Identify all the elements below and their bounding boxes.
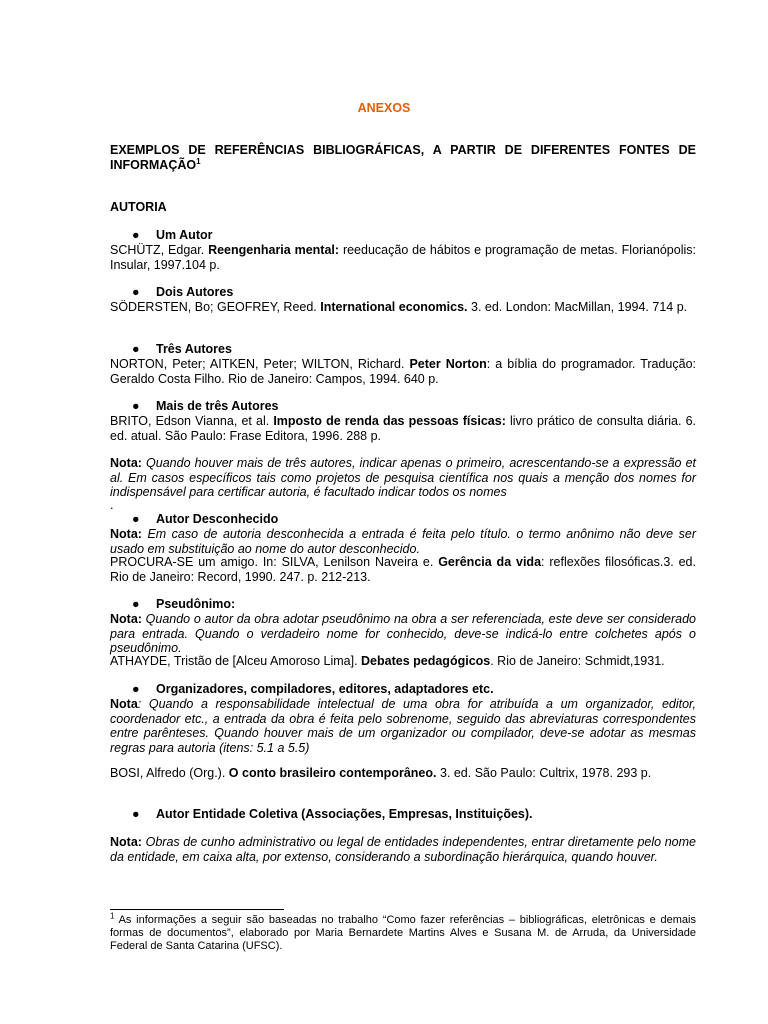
note-autor-desconhecido	[110, 527, 696, 556]
bullet-entidade-coletiva	[132, 807, 533, 822]
footnote-separator	[110, 909, 284, 910]
bullet-pseudonimo	[132, 597, 235, 612]
ref-details: : reflexões filosóficas.3. ed. Rio de Janeiro: Record, 1990. 247. p. 212-213.	[110, 555, 696, 584]
ref-title: Peter Norton	[409, 357, 487, 371]
bullet-icon: ●	[132, 597, 140, 611]
note-label: Nota:	[110, 456, 142, 470]
note-text: Em caso de autoria desconhecida a entrada é feita pelo título. o termo anônimo não deve ser usado em substituição ao nome do autor desconhecido.	[110, 527, 696, 556]
ref-title: Gerência da vida	[438, 555, 542, 569]
bullet-autor-desconhecido	[132, 512, 278, 527]
ref-author: SCHÜTZ, Edgar.	[110, 243, 209, 257]
ref-title: O conto brasileiro contemporâneo.	[228, 766, 437, 780]
note-pseudonimo	[110, 612, 696, 656]
document-subtitle	[110, 143, 696, 172]
ref-details: 3. ed. São Paulo: Cultrix, 1978. 293 p.	[436, 766, 652, 780]
bullet-label: Três Autores	[156, 342, 232, 356]
bullet-organizadores	[132, 682, 494, 697]
reference-tres-autores	[110, 357, 696, 386]
reference-organizadores	[110, 766, 696, 781]
section-heading: AUTORIA	[110, 200, 167, 214]
bullet-icon: ●	[132, 682, 140, 696]
bullet-label: Autor Desconhecido	[156, 512, 279, 526]
footnote-reference: 1	[196, 156, 201, 166]
page-title: ANEXOS	[357, 101, 411, 115]
ref-details: : a bíblia do programador. Tradução: Geraldo Costa Filho. Rio de Janeiro: Campos, 1994. 640 p.	[110, 357, 697, 386]
bullet-icon: ●	[132, 807, 140, 821]
reference-autor-desconhecido	[110, 555, 696, 584]
bullet-label: Dois Autores	[156, 285, 234, 299]
ref-author: SÖDERSTEN, Bo; GEOFREY, Reed.	[110, 300, 321, 314]
ref-details: . Rio de Janeiro: Schmidt,1931.	[490, 654, 665, 668]
bullet-label: Pseudônimo:	[156, 597, 236, 611]
ref-details: livro prático de consulta diária. 6. ed. atual. São Paulo: Frase Editora, 1996. 288 p.	[110, 414, 696, 443]
bullet-icon: ●	[132, 285, 140, 299]
ref-title: Debates pedagógicos	[361, 654, 491, 668]
note-text: : Quando a responsabilidade intelectual de uma obra for atribuída a um organizador, editor, coordenador etc., a entrada da obra é feita pelo sobrenome, seguido das abreviaturas correspondentes entre parênteses. Quando houver mais de um organizador ou compilador, deve-se adotar as mesmas regras para autoria (itens: 5.1 a 5.5)	[110, 697, 696, 755]
note-label: Nota:	[110, 835, 142, 849]
reference-pseudonimo	[110, 654, 696, 669]
bullet-label: Mais de três Autores	[156, 399, 279, 413]
note-mais-de-tres	[110, 456, 696, 500]
bullet-label: Autor Entidade Coletiva (Associações, Empresas, Instituições).	[156, 807, 533, 821]
note-organizadores	[110, 697, 696, 755]
note-label: Nota:	[110, 612, 142, 626]
ref-author: PROCURA-SE um amigo. In: SILVA, Lenilson Naveira e.	[110, 555, 439, 569]
ref-details: reeducação de hábitos e programação de metas. Florianópolis: Insular, 1997.104 p.	[110, 243, 696, 272]
footnote	[110, 911, 696, 953]
reference-um-autor	[110, 243, 696, 272]
subtitle-text: EXEMPLOS DE REFERÊNCIAS BIBLIOGRÁFICAS, A PARTIR DE DIFERENTES FONTES DE INFORMAÇÃO	[110, 143, 696, 172]
ref-author: BOSI, Alfredo (Org.).	[110, 766, 229, 780]
note-text: Quando houver mais de três autores, indicar apenas o primeiro, acrescentando-se a expressão et al. Em casos específicos tais como projetos de pesquisa científica nos quais a menção dos nomes for indispensável para certificar autoria, é facultado indicar todos os nomes	[110, 456, 696, 499]
ref-author: ATHAYDE, Tristão de [Alceu Amoroso Lima].	[110, 654, 362, 668]
ref-title: International economics.	[320, 300, 468, 314]
bullet-dois-autores	[132, 285, 233, 300]
footnote-text: As informações a seguir são baseadas no trabalho “Como fazer referências – bibliográficas, eletrônicas e demais formas de documentos”, elaborado por Maria Bernardete Martins Alves e Susana M. de Arruda, da Universidade Federal de Santa Catarina (UFSC).	[110, 914, 696, 952]
bullet-um-autor	[132, 228, 212, 243]
ref-details: 3. ed. London: MacMillan, 1994. 714 p.	[467, 300, 688, 314]
bullet-mais-de-tres	[132, 399, 279, 414]
footnote-mark: 1	[110, 911, 115, 921]
bullet-tres-autores	[132, 342, 232, 357]
ref-title: Reengenharia mental:	[208, 243, 340, 257]
ref-title: Imposto de renda das pessoas físicas:	[273, 414, 506, 428]
stray-dot: .	[110, 498, 114, 512]
bullet-label: Um Autor	[156, 228, 213, 242]
ref-author: BRITO, Edson Vianna, et al.	[110, 414, 274, 428]
note-text: Quando o autor da obra adotar pseudônimo na obra a ser referenciada, este deve ser considerado para entrada. Quando o verdadeiro nome for conhecido, deve-se indicá-lo entre colchetes após o pseudônimo.	[110, 612, 696, 655]
note-label: Nota	[110, 697, 138, 711]
reference-dois-autores	[110, 300, 696, 315]
note-entidade-coletiva	[110, 835, 696, 864]
bullet-icon: ●	[132, 342, 140, 356]
note-text: Obras de cunho administrativo ou legal de entidades independentes, entrar diretamente pelo nome da entidade, em caixa alta, por extenso, considerando a subordinação hierárquica, quando houver.	[110, 835, 696, 864]
ref-author: NORTON, Peter; AITKEN, Peter; WILTON, Richard.	[110, 357, 410, 371]
reference-mais-de-tres	[110, 414, 696, 443]
bullet-icon: ●	[132, 512, 140, 526]
note-label: Nota:	[110, 527, 142, 541]
bullet-label: Organizadores, compiladores, editores, adaptadores etc.	[156, 682, 494, 696]
bullet-icon: ●	[132, 399, 140, 413]
bullet-icon: ●	[132, 228, 140, 242]
